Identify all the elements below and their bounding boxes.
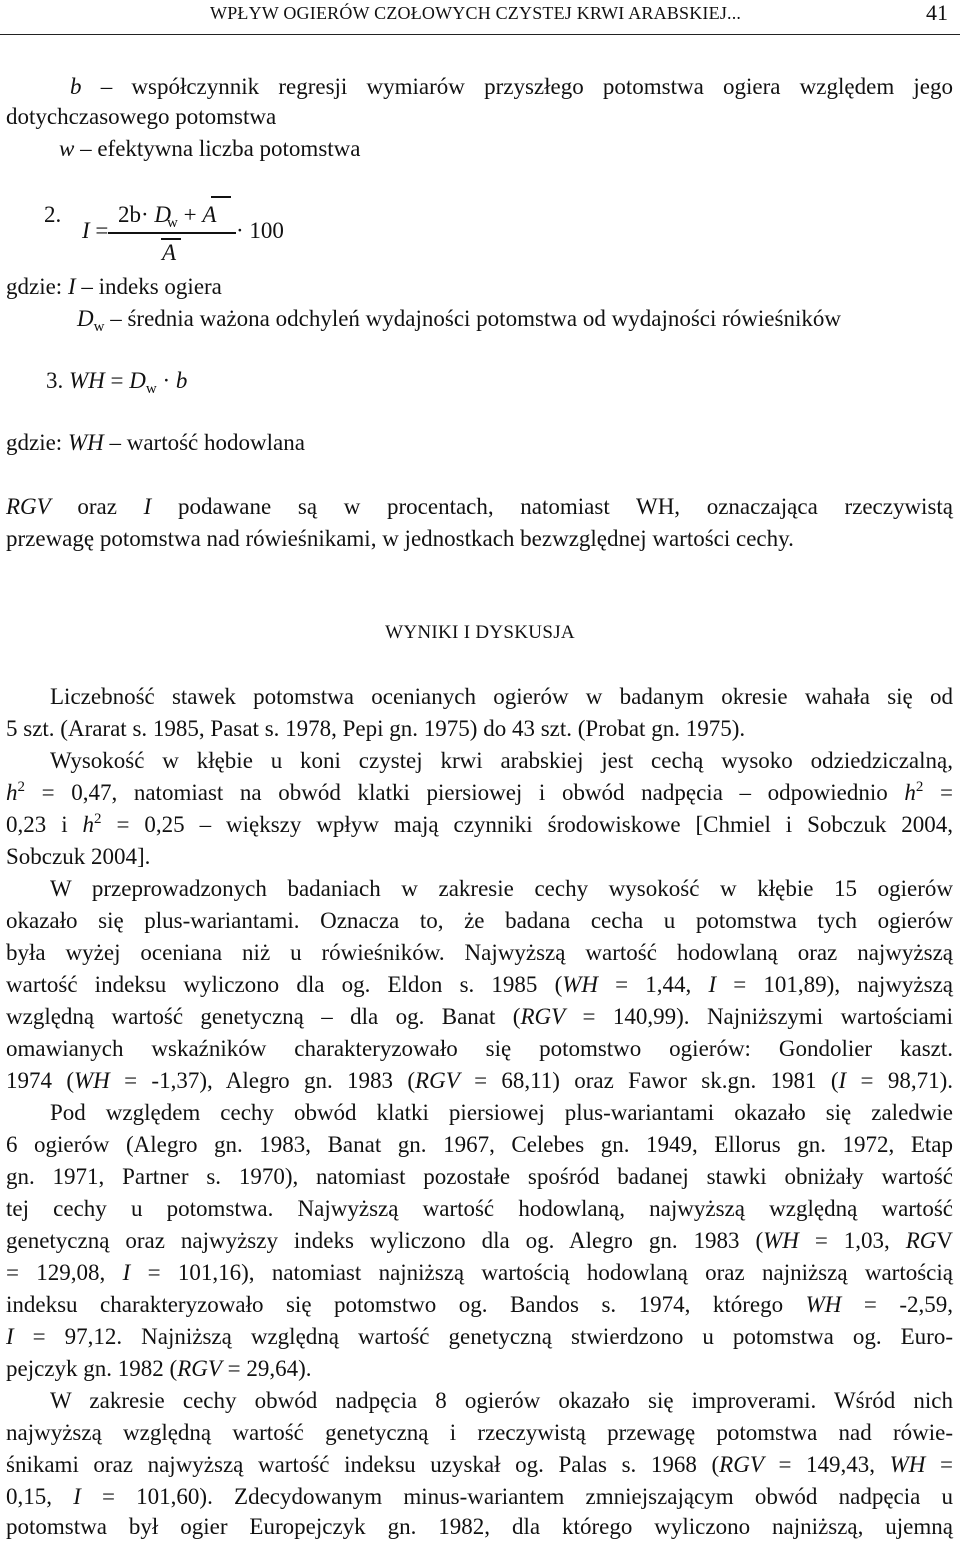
text-line: omawianych wskaźników charakteryzowało się potomstwo ogierów: Gondolier kaszt. xyxy=(6,1036,953,1061)
text-line: najwyższą względną wartość genetyczną i rzeczywistą przewagę potomstwa nad rówie- xyxy=(6,1420,953,1445)
text-line: Sobczuk 2004]. xyxy=(6,844,151,869)
overline-A-numerator xyxy=(211,196,231,198)
text-line: gn. 1971, Partner s. 1970), natomiast pozostałe spośród badanej stawki obniżały wartość xyxy=(6,1164,953,1189)
text-line: względną wartość genetyczną – dla og. Banat (RGV = 140,99). Najniższymi wartościami xyxy=(6,1004,953,1029)
formula-2-lhs: I xyxy=(82,218,90,243)
note-line-2: przewagę potomstwa nad rówieśnikami, w jednostkach bezwzględnej wartości cechy. xyxy=(6,526,794,551)
text-line: potomstwa był ogier Europejczyk gn. 1982, dla którego wyliczono najniższą, ujemną xyxy=(6,1514,953,1539)
note-line-1: RGV oraz I podawane są w procentach, natomiast WH, oznaczająca rzeczywistą xyxy=(6,494,953,519)
text-line: $h^2 = 0,47$, natomiast na obwód klatki piersiowej i obwód nadpęcia – odpowiednio $h^2$ = xyxy=(6,779,953,805)
definition-Dw: $D_w$ – średnia ważona odchyleń wydajności potomstwa od wydajności rówieśników xyxy=(77,306,841,335)
formula-2-number: 2. xyxy=(44,202,62,227)
text-line: Liczebność stawek potomstwa ocenianych ogierów w badanym okresie wahała się od xyxy=(50,684,953,709)
text-line: 5 szt. (Ararat s. 1985, Pasat s. 1978, Pepi gn. 1975) do 43 szt. (Probat gn. 1975). xyxy=(6,716,746,741)
page-number: 41 xyxy=(926,0,948,25)
definition-I: gdzie: I – indeks ogiera xyxy=(6,274,222,299)
running-header xyxy=(0,0,960,35)
text-line: pejczyk gn. 1982 (RGV = 29,64). xyxy=(6,1356,312,1381)
text-line: śnikami oraz najwyższą wartość indeksu uzyskał og. Palas s. 1968 (RGV = 149,43, WH = xyxy=(6,1452,953,1477)
text-line: W zakresie cechy obwód nadpęcia 8 ogierów okazało się improverami. Wśród nich xyxy=(50,1388,953,1413)
text-line: była wyżej oceniana niż u rówieśników. Najwyższą wartość hodowlaną oraz najwyższą xyxy=(6,940,953,965)
formula-2-factor: · 100 xyxy=(236,218,284,243)
formula-2-denominator: A xyxy=(162,240,177,265)
text-line: I = 97,12. Najniższą względną wartość genetyczną stwierdzono u potomstwa og. Euro- xyxy=(6,1324,953,1349)
text-line: 6 ogierów (Alegro gn. 1983, Banat gn. 1967, Celebes gn. 1949, Ellorus gn. 1972, Etap xyxy=(6,1132,953,1157)
text-line: Pod względem cechy obwód klatki piersiowej plus-wariantami okazało się zaledwie xyxy=(50,1100,953,1125)
formula-2-numerator: $2b\cdot D_w + A$ xyxy=(118,202,217,231)
overline-A-denominator xyxy=(161,238,181,240)
formula-3: 3. WH = $D_w \cdot b$ xyxy=(46,368,188,397)
text-line: okazało się plus-wariantami. Oznacza to, że badana cecha u potomstwa tych ogierów xyxy=(6,908,953,933)
text-line: tej cechy u potomstwa. Najwyższą wartość hodowlaną, najwyższą względną wartość xyxy=(6,1196,953,1221)
section-heading: WYNIKI I DYSKUSJA xyxy=(385,622,575,643)
symbol-b: b xyxy=(70,74,82,99)
text-line: Wysokość w kłębie u koni czystej krwi arabskiej jest cechą wysoko odziedziczalną, xyxy=(50,748,953,773)
text-line: 0,15, I = 101,60). Zdecydowanym minus-wariantem zmniejszającym obwód nadpęcia u xyxy=(6,1484,954,1509)
definition-WH: gdzie: WH – wartość hodowlana xyxy=(6,430,305,455)
document-page: WPŁYW OGIERÓW CZOŁOWYCH CZYSTEJ KRWI ARABSKIEJ... 41 b – współczynnik regresji wymiarów przyszłego potomstwa ogiera względem jego dotychczasowego potomstwa w – efektywna liczba potomstwa 2. I = $2b\cdot D_w + A$ · 100 A gdzie: I – indeks ogiera $D_w$ – średnia ważona odchyleń wydajności potomstwa od wydajności rówieśników 3. WH = $D_w \cdot b$ gdzie: WH – wartość hodowlana RGV oraz I podawane są w procentach, natomiast WH, oznaczająca rzeczywistą przewagę potomstwa nad rówieśnikami, w jednostkach bezwzględnej wartości cechy. WYNIKI I DYSKUSJA Liczebność stawek potomstwa ocenianych ogierów w badanym okresie wahała się od 5 szt. (Ararat s. 1985, Pasat s. 1978, Pepi gn. 1975) do 43 szt. (Probat gn. 1975). Wysokość w kłębie u koni czystej krwi arabskiej jest cechą wysoko odziedziczalną, $h^2 = 0,47$, natomiast na obwód klatki piersiowej i obwód nadpęcia – odpowiednio $h^2$ = 0,23 i $h^2 = 0,25$ – większy wpływ mają czynniki środowiskowe [Chmiel i Sobczuk 2004, Sobczuk 2004]. W przeprowadzonych badaniach w zakresie cechy wysokość w kłębie 15 ogierów okazało się plus-wariantami. Oznacza to, że badana cecha u potomstwa tych ogierów była wyżej oceniana niż u rówieśników. Najwyższą wartość hodowlaną oraz najwyższą wartość indeksu wyliczono dla og. Eldon s. 1985 (WH = 1,44, I = 101,89), najwyższą względną wartość genetyczną – dla og. Banat (RGV = 140,99). Najniższymi wartościami omawianych wskaźników charakteryzowało się potomstwo ogierów: Gondolier kaszt. 1974 (WH = -1,37), Alegro gn. 1983 (RGV = 68,11) oraz Fawor sk.gn. 1981 (I = 98,71). Pod względem cechy obwód klatki piersiowej plus-wariantami okazało się zaledwie 6 ogierów (Alegro gn. 1983, Banat gn. 1967, Celebes gn. 1949, Ellorus gn. 1972, Etap gn. 1971, Partner s. 1970), natomiast pozostałe spośród badanej stawki obniżały wartość tej cechy u potomstwa. Najwyższą wartość hodowlaną, najwyższą względną wartość genetyczną oraz najwyższy indeks wyliczono dla og. Alegro gn. 1983 (WH = 1,03, RGV = 129,08, I = 101,16), natomiast najniższą wartością hodowlaną oraz najniższą wartością indeksu charakteryzowało się potomstwo og. Bandos s. 1974, którego WH = -2,59, I = 97,12. Najniższą względną wartość genetyczną stwierdzono u potomstwa og. Euro- pejczyk gn. 1982 (RGV = 29,64). W zakresie cechy obwód nadpęcia 8 ogierów okazało się improverami. Wśród nich najwyższą względną wartość genetyczną i rzeczywistą przewagę potomstwa nad rówie- śnikami oraz najwyższą wartość indeksu uzyskał og. Palas s. 1968 (RGV = 149,43, WH = 0,15, I = 101,60). Zdecydowanym minus-wariantem zmniejszającym obwód nadpęcia u potomstwa był ogier Europejczyk gn. 1982, dla którego wyliczono najniższą, ujemną xyxy=(0,0,960,1540)
running-title: WPŁYW OGIERÓW CZOŁOWYCH CZYSTEJ KRWI ARABSKIEJ... xyxy=(210,3,742,23)
text-line: 1974 (WH = -1,37), Alegro gn. 1983 (RGV = 68,11) oraz Fawor sk.gn. 1981 (I = 98,71). xyxy=(6,1068,953,1093)
symbol-w: w xyxy=(59,136,75,161)
text-line: genetyczną oraz najwyższy indeks wyliczono dla og. Alegro gn. 1983 (WH = 1,03, RGV xyxy=(6,1228,953,1253)
definition-w: w – efektywna liczba potomstwa xyxy=(59,136,361,161)
definition-b-continued: dotychczasowego potomstwa xyxy=(6,104,277,129)
text-line: wartość indeksu wyliczono dla og. Eldon s. 1985 (WH = 1,44, I = 101,89), najwyższą xyxy=(6,972,954,997)
text-line: W przeprowadzonych badaniach w zakresie cechy wysokość w kłębie 15 ogierów xyxy=(50,876,953,901)
definition-b: b – współczynnik regresji wymiarów przyszłego potomstwa ogiera względem jego xyxy=(70,74,953,99)
text-line: 0,23 i $h^2 = 0,25$ – większy wpływ mają czynniki środowiskowe [Chmiel i Sobczuk 2004, xyxy=(6,811,954,837)
text-line: indeksu charakteryzowało się potomstwo og. Bandos s. 1974, którego WH = -2,59, xyxy=(6,1292,953,1317)
text-line: = 129,08, I = 101,16), natomiast najniższą wartością hodowlaną oraz najniższą wartością xyxy=(6,1260,953,1285)
fraction-bar xyxy=(108,232,236,234)
